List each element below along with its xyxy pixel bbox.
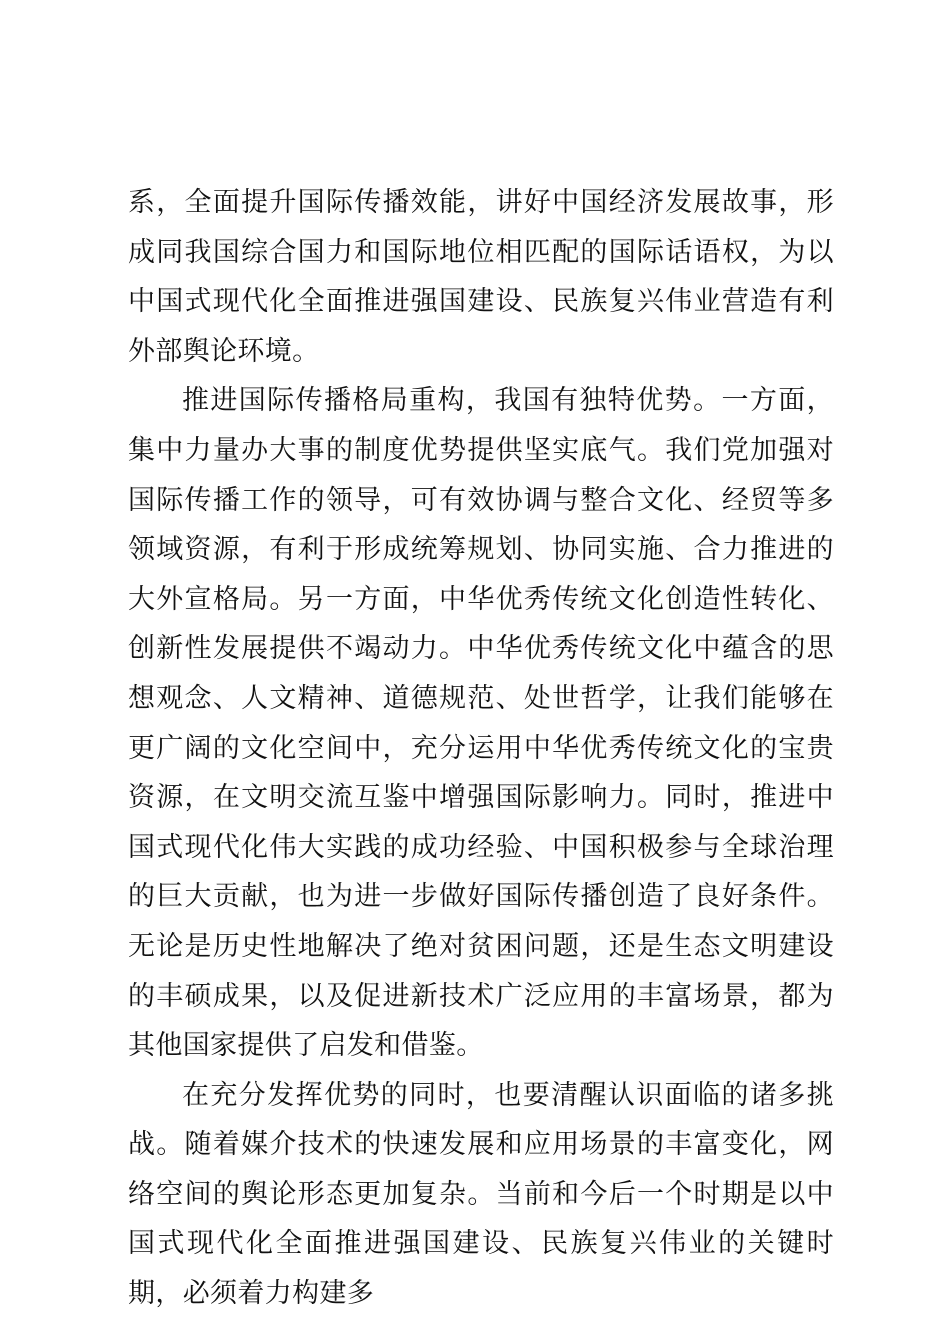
paragraph-2: 推进国际传播格局重构，我国有独特优势。一方面，集中力量办大事的制度优势提供坚实底气。我们党加强对国际传播工作的领导，可有效协调与整合文化、经贸等多领域资源，有利于形成统筹规划、协同实施、合力推进的大外宣格局。另一方面，中华优秀传统文化创造性转化、创新性发展提供不竭动力。中华优秀传统文化中蕴含的思想观念、人文精神、道德规范、处世哲学，让我们能够在更广阔的文化空间中，充分运用中华优秀传统文化的宝贵资源，在文明交流互鉴中增强国际影响力。同时，推进中国式现代化伟大实践的成功经验、中国积极参与全球治理的巨大贡献，也为进一步做好国际传播创造了良好条件。无论是历史性地解决了绝对贫困问题，还是生态文明建设的丰硕成果，以及促进新技术广泛应用的丰富场景，都为其他国家提供了启发和借鉴。 — [128, 385, 834, 1062]
paragraph-1: 系，全面提升国际传播效能，讲好中国经济发展故事，形成同我国综合国力和国际地位相匹配的国际话语权，为以中国式现代化全面推进强国建设、民族复兴伟业营造有利外部舆论环境。 — [128, 187, 834, 367]
document-body — [128, 178, 834, 1319]
paragraph-3: 在充分发挥优势的同时，也要清醒认识面临的诸多挑战。随着媒介技术的快速发展和应用场景的丰富变化，网络空间的舆论形态更加复杂。当前和今后一个时期是以中国式现代化全面推进强国建设、民族复兴伟业的关键时期，必须着力构建多 — [128, 1079, 834, 1310]
